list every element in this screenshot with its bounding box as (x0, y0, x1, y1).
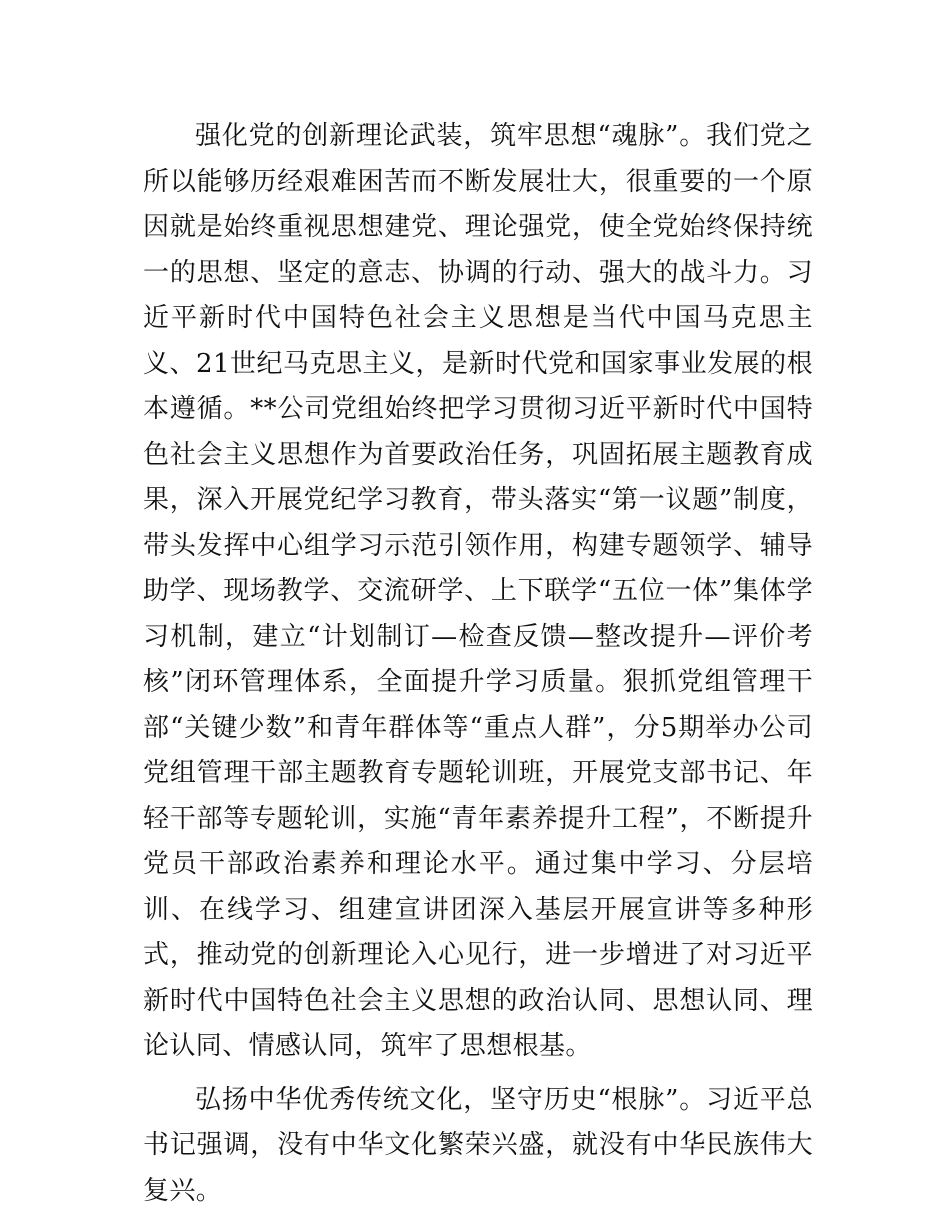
paragraph-traditional-culture: 弘扬中华优秀传统文化，坚守历史“根脉”。习近平总书记强调，没有中华文化繁荣兴盛，就没有中华民族伟大复兴。 (143, 1084, 813, 1206)
paragraph-theory-armament: 强化党的创新理论武装，筑牢思想“魂脉”。我们党之所以能够历经艰难困苦而不断发展壮大，很重要的一个原因就是始终重视思想建党、理论强党，使全党始终保持统一的思想、坚定的意志、协调的行动、强大的战斗力。习近平新时代中国特色社会主义思想是当代中国马克思主义、21世纪马克思主义，是新时代党和国家事业发展的根本遵循。**公司党组始终把学习贯彻习近平新时代中国特色社会主义思想作为首要政治任务，巩固拓展主题教育成果，深入开展党纪学习教育，带头落实“第一议题”制度，带头发挥中心组学习示范引领作用，构建专题领学、辅导助学、现场教学、交流研学、上下联学“五位一体”集体学习机制，建立“计划制订—检查反馈—整改提升—评价考核”闭环管理体系，全面提升学习质量。狠抓党组管理干部“关键少数”和青年群体等“重点人群”，分5期举办公司党组管理干部主题教育专题轮训班，开展党支部书记、年轻干部等专题轮训，实施“青年素养提升工程”，不断提升党员干部政治素养和理论水平。通过集中学习、分层培训、在线学习、组建宣讲团深入基层开展宣讲等多种形式，推动党的创新理论入心见行，进一步增进了对习近平新时代中国特色社会主义思想的政治认同、思想认同、理论认同、情感认同，筑牢了思想根基。 (143, 121, 813, 1061)
document-body (143, 114, 813, 1214)
